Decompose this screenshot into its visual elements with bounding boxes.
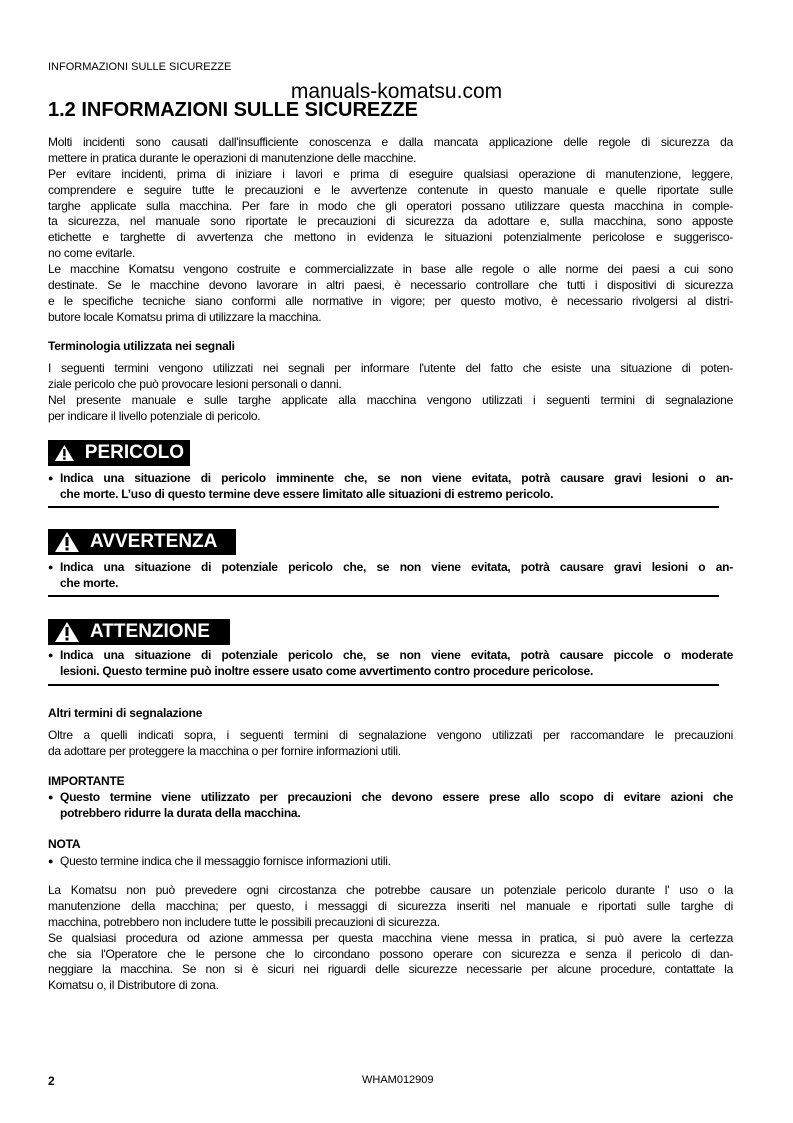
warning-description (60, 560, 733, 592)
page-title: 1.2 INFORMAZIONI SULLE SICUREZZE (48, 99, 419, 121)
intro-paragraph (48, 135, 733, 326)
text-line: per indicare il livello potenziale di pericolo. (48, 408, 261, 423)
warning-label-text: AVVERTENZA (90, 531, 218, 552)
text-line: Se qualsiasi procedura od azione ammessa per questa macchina viene messa in pratica, si può avere la certezza (48, 930, 733, 945)
note-label: NOTA (48, 837, 81, 851)
important-description (60, 790, 733, 822)
divider (48, 506, 719, 508)
text-line: Indica una situazione di potenziale pericolo che, se non viene evitata, potrà causare piccole o moderate (60, 648, 733, 662)
page-number: 2 (48, 1074, 55, 1088)
warning-label (48, 529, 236, 555)
terminology-heading: Terminologia utilizzata nei segnali (48, 339, 235, 353)
text-line: che sia l'Operatore che le persone che lo circondano possono operare con sicurezza e senza il pericolo di dan- (48, 946, 733, 961)
text-line: neggiare la macchina. Se non si è sicuri nei riguardi delle sicurezze necessarie per alcune procedure, contattate la (48, 962, 733, 977)
text-line: Indica una situazione di pericolo imminente che, se non viene evitata, potrà causare gravi lesioni o an- (60, 471, 733, 485)
text-line: Komatsu o, il Distributore di zona. (48, 978, 219, 993)
text-line: Per evitare incidenti, prima di iniziare i lavori e prima di eseguire qualsiasi operazione di manutenzione, leggere, (48, 166, 733, 181)
caution-label-text: ATTENZIONE (90, 621, 210, 642)
document-code: WHAM012909 (362, 1074, 434, 1086)
text-line: comprendere e seguire tutte le precauzioni e le avvertenze contenute in questo manuale e quelle riportate sulle (48, 182, 733, 197)
bullet-icon: ● (48, 650, 54, 660)
other-terms-paragraph (48, 728, 733, 760)
closing-paragraph (48, 883, 733, 994)
text-line: potrebbero ridurre la durata della macchina. (60, 805, 301, 820)
bullet-icon: ● (48, 562, 54, 572)
important-label: IMPORTANTE (48, 774, 125, 788)
text-line: da adottare per proteggere la macchina o per fornire informazioni utili. (48, 743, 401, 758)
bullet-icon: ● (48, 792, 54, 802)
text-line: destinate. Se le macchine devono lavorare in altri paesi, è necessario controllare che tutti i dispositivi di sicurezza (48, 278, 733, 293)
watermark: manuals-komatsu.com (290, 80, 503, 103)
caution-description (60, 648, 733, 680)
divider (48, 684, 719, 686)
text-line: Questo termine viene utilizzato per precauzioni che devono essere prese allo scopo di evitare azioni che (60, 790, 733, 804)
text-line: e le specifiche tecniche siano conformi alle normative in vigore; per questo motivo, è necessario rivolgersi al distri- (48, 293, 733, 308)
text-line: Le macchine Komatsu vengono costruite e commercializzate in base alle regole o alle norme dei paesi a cui sono (48, 262, 733, 277)
text-line: ta sicurezza, nel manuale sono riportate le precauzioni di sicurezza da adottare e, sulla macchina, sono apposte (48, 214, 733, 229)
text-line: macchina, potrebbero non includere tutte le possibili precauzioni di sicurezza. (48, 914, 440, 929)
other-terms-heading: Altri termini di segnalazione (48, 706, 203, 720)
text-line: La Komatsu non può prevedere ogni circostanza che potrebbe causare un potenziale pericolo durante l' uso o la (48, 883, 733, 897)
text-line: Questo termine indica che il messaggio fornisce informazioni utili. (60, 854, 391, 868)
text-line: I seguenti termini vengono utilizzati nei segnali per informare l'utente del fatto che esiste una situazione di poten- (48, 361, 733, 375)
text-line: Nel presente manuale e sulle targhe applicate alla macchina vengono utilizzati i seguenti termini di segnalazione (48, 392, 733, 407)
warning-triangle-icon (54, 531, 80, 553)
danger-label-text: PERICOLO (84, 442, 184, 463)
bullet-icon: ● (48, 856, 54, 866)
text-line: etichette e targhette di avvertenza che mettono in evidenza le situazioni potenzialmente pericolose e suggerisco- (48, 230, 733, 245)
text-line: Molti incidenti sono causati dall'insufficiente conoscenza e dalla mancata applicazione delle regole di sicurezza da (48, 135, 733, 149)
note-description (60, 854, 733, 870)
text-line: che morte. L’uso di questo termine deve essere limitato alle situazioni di estremo pericolo. (60, 486, 554, 501)
text-line: ziale pericolo che può provocare lesioni personali o danni. (48, 376, 342, 391)
danger-label (48, 440, 190, 466)
text-line: Oltre a quelli indicati sopra, i seguenti termini di segnalazione vengono utilizzati per raccomandare le precauzioni (48, 728, 733, 742)
bullet-icon: ● (48, 473, 54, 483)
text-line: manutenzione della macchina; per questo, i messaggi di sicurezza inseriti nel manuale e riportati sulle targhe di (48, 898, 733, 913)
text-line: no come evitarle. (48, 246, 136, 261)
text-line: che morte. (60, 575, 119, 590)
text-line: butore locale Komatsu prima di utilizzare la macchina. (48, 309, 322, 324)
caution-label (48, 619, 230, 645)
terminology-paragraph (48, 361, 733, 425)
divider (48, 595, 719, 597)
running-header: INFORMAZIONI SULLE SICUREZZE (48, 61, 232, 73)
text-line: targhe applicate sulla macchina. Per fare in modo che gli operatori possano utilizzare questa macchina in comple- (48, 198, 733, 213)
warning-triangle-icon (54, 442, 75, 464)
warning-triangle-icon (54, 621, 80, 643)
text-line: mettere in pratica durante le operazioni di manutenzione delle macchine. (48, 150, 417, 165)
text-line: Indica una situazione di potenziale pericolo che, se non viene evitata, potrà causare gravi lesioni o an- (60, 560, 733, 574)
text-line: lesioni. Questo termine può inoltre essere usato come avvertimento contro procedure pericolose. (60, 663, 594, 678)
danger-description (60, 471, 733, 503)
